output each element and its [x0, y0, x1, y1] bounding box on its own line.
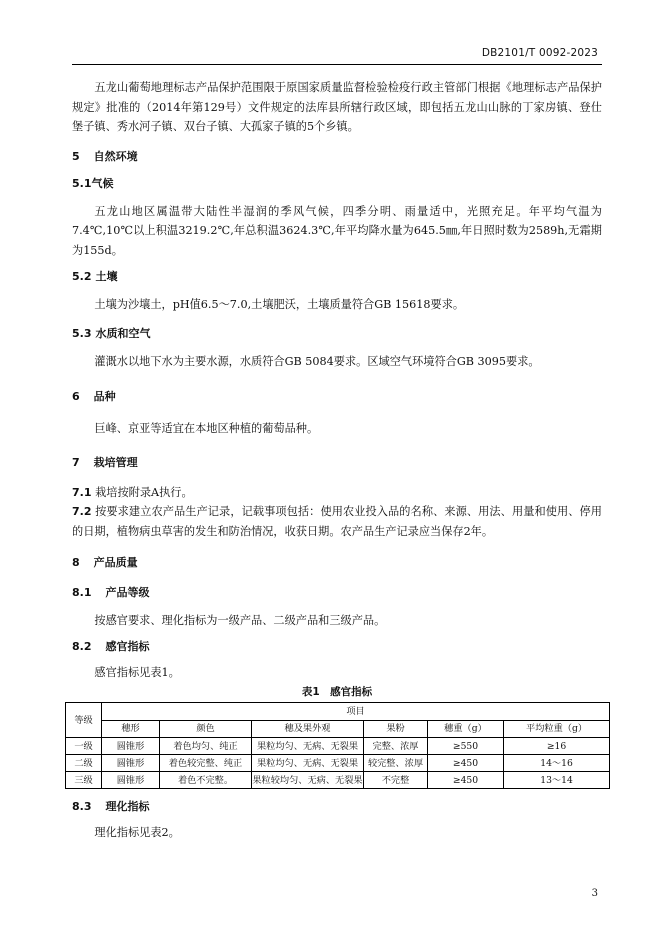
section-number: 8	[72, 556, 80, 569]
item-text: 按要求建立农产品生产记录，记载事项包括：使用农业投入品的名称、来源、用法、用量和使用、停用的日期，植物病虫草害的发生和防治情况，收获日期。农产品生产记录应当保存2年。	[72, 505, 602, 538]
grade-header: 等级	[66, 703, 102, 738]
section-8-heading	[72, 555, 602, 571]
section-5-2-heading	[72, 269, 602, 285]
table-cell: 13～14	[504, 772, 610, 789]
column-header: 果粉	[364, 720, 428, 738]
section-6-heading	[72, 389, 602, 405]
table-cell: 较完整、浓厚	[364, 755, 428, 772]
section-title: 自然环境	[93, 149, 138, 163]
sensory-paragraph: 感官指标见表1。	[94, 665, 180, 679]
grade-cell: 二级	[66, 755, 102, 772]
table-cell: ≥450	[428, 755, 504, 772]
grade-cell: 一级	[66, 738, 102, 755]
section-number: 8.2	[72, 639, 92, 653]
section-number: 7	[72, 455, 80, 469]
section-5-heading	[72, 149, 602, 165]
table-cell: ≥16	[504, 738, 610, 755]
section-8-3-heading	[72, 799, 602, 815]
soil-paragraph: 土壤为沙壤土，pH值6.5～7.0,土壤肥沃，土壤质量符合GB 15618要求。	[94, 298, 465, 311]
item-7-2	[72, 502, 602, 541]
section-5-1-heading	[72, 176, 602, 192]
table-cell: ≥450	[428, 772, 504, 789]
section-title: 产品等级	[105, 586, 150, 599]
table-cell: 14～16	[504, 755, 610, 772]
column-header: 穗形	[102, 720, 160, 738]
table-1-caption: 表1 感官指标	[301, 686, 373, 698]
column-header: 平均粒重（g）	[504, 720, 610, 738]
section-number: 5.2	[72, 270, 92, 283]
item-group-header: 项目	[102, 703, 610, 721]
sensory-index-table	[65, 702, 610, 789]
standard-code: DB2101/T 0092-2023	[481, 47, 598, 59]
table-row	[66, 755, 610, 772]
table-cell: 完整、浓厚	[364, 738, 428, 755]
section-title: 水质和空气	[95, 326, 151, 340]
column-header: 穗重（g）	[428, 720, 504, 738]
item-7-1	[72, 483, 602, 503]
table-row	[66, 772, 610, 789]
table-cell: 着色较完整、纯正	[160, 755, 252, 772]
section-title: 理化指标	[105, 800, 150, 813]
section-number: 6	[72, 390, 80, 403]
table-cell: ≥550	[428, 738, 504, 755]
section-number: 8.3	[72, 800, 92, 813]
section-number: 8.1	[72, 586, 92, 599]
table-cell: 果粒均匀、无病、无裂果	[252, 755, 364, 772]
table-cell: 着色不完整。	[160, 772, 252, 789]
section-8-1-heading	[72, 585, 602, 601]
document-body	[72, 78, 602, 843]
section-title: 品种	[93, 390, 116, 403]
table-cell: 果粒较均匀、无病、无裂果	[252, 772, 364, 789]
item-number: 7.2	[72, 505, 92, 518]
section-8-2-heading	[72, 639, 602, 655]
column-header: 颜色	[160, 720, 252, 738]
item-number: 7.1	[72, 485, 92, 499]
table-cell: 圆锥形	[102, 772, 160, 789]
section-title: 栽培管理	[93, 455, 138, 469]
table-cell: 圆锥形	[102, 755, 160, 772]
column-header: 穗及果外观	[252, 720, 364, 738]
section-7-heading	[72, 455, 602, 471]
table-cell: 果粒均匀、无病、无裂果	[252, 738, 364, 755]
section-title: 感官指标	[105, 639, 150, 653]
item-text: 栽培按附录A执行。	[95, 485, 193, 499]
table-row	[66, 738, 610, 755]
table-subheader-row	[66, 720, 610, 738]
table-cell: 着色均匀、纯正	[160, 738, 252, 755]
section-number: 5	[72, 149, 80, 163]
table-header-row	[66, 703, 610, 721]
variety-paragraph: 巨峰、京亚等适宜在本地区种植的葡萄品种。	[94, 422, 319, 435]
table-cell: 不完整	[364, 772, 428, 789]
section-title: 土壤	[95, 270, 118, 283]
grade-cell: 三级	[66, 772, 102, 789]
physicochemical-paragraph: 理化指标见表2。	[94, 826, 180, 839]
grade-paragraph: 按感官要求、理化指标为一级产品、二级产品和三级产品。	[94, 614, 386, 627]
header-rule	[72, 64, 602, 65]
section-number: 5.3	[72, 326, 92, 340]
section-number: 5.1	[72, 176, 92, 190]
section-5-3-heading	[72, 326, 602, 342]
section-title: 气候	[91, 176, 114, 190]
page-number: 3	[591, 888, 598, 899]
water-air-paragraph: 灌溉水以地下水为主要水源，水质符合GB 5084要求。区域空气环境符合GB 3095要求。	[94, 354, 540, 368]
section-title: 产品质量	[93, 556, 138, 569]
table-cell: 圆锥形	[102, 738, 160, 755]
climate-paragraph: 五龙山地区属温带大陆性半湿润的季风气候，四季分明、雨量适中，光照充足。年平均气温为7.4℃,10℃以上积温3219.2℃,年总积温3624.3℃,年平均降水量为645.5㎜,年日照时数为2589h,无霜期为155d。	[72, 204, 602, 257]
intro-paragraph: 五龙山葡萄地理标志产品保护范围限于原国家质量监督检验检疫行政主管部门根据《地理标志产品保护规定》批准的（2014年第129号）文件规定的法库县所辖行政区域，即包括五龙山山脉的丁家房镇、登仕堡子镇、秀水河子镇、双台子镇、大孤家子镇的5个乡镇。	[72, 81, 602, 133]
